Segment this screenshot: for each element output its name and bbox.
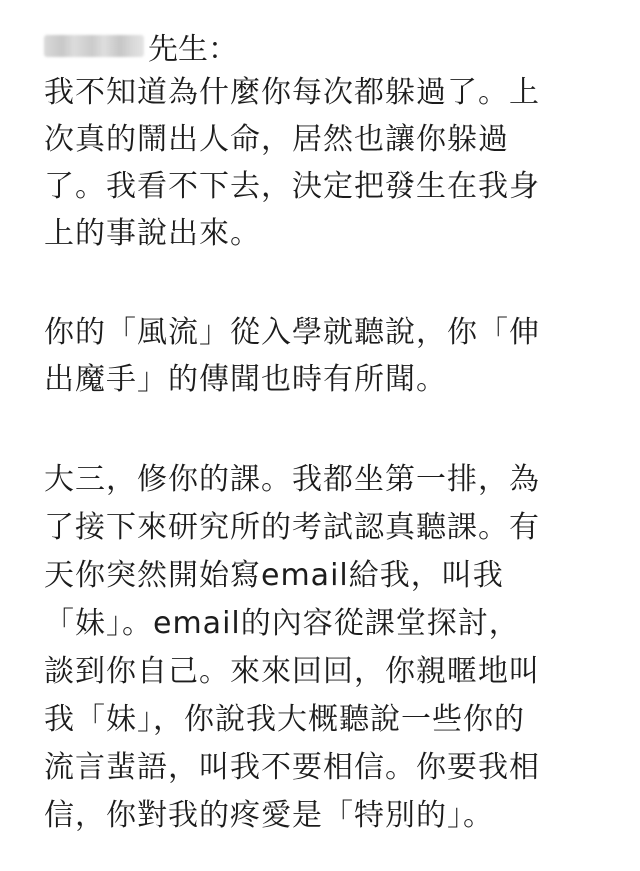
paragraph-3-line-1: 大三，修你的課。我都坐第一排，為	[44, 462, 540, 497]
paragraph-1-line-1: 我不知道為什麼你每次都躲過了。上	[44, 75, 540, 110]
paragraph-3-line-5: 談到你自己。來來回回，你親暱地叫	[44, 654, 540, 689]
paragraph-3-line-3: 天你突然開始寫email給我，叫我	[44, 558, 504, 593]
paragraph-2-line-2: 出魔手」的傳聞也時有所聞。	[44, 362, 447, 397]
redacted-name	[44, 35, 144, 57]
paragraph-3-line-2: 了接下來研究所的考試認真聽課。有	[44, 510, 540, 545]
paragraph-3-line-6: 我「妹」，你說我大概聽說一些你的	[44, 702, 525, 737]
paragraph-3-line-8: 信，你對我的疼愛是「特別的」。	[44, 798, 494, 833]
paragraph-1-line-3: 了。我看不下去，決定把發生在我身	[44, 169, 540, 204]
paragraph-3-line-4: 「妹」。email的內容從課堂探討，	[44, 606, 520, 641]
salutation	[44, 26, 238, 66]
paragraph-1-line-2: 次真的鬧出人命，居然也讓你躲過	[44, 122, 509, 157]
salutation-suffix: 先生：	[148, 32, 238, 67]
paragraph-1-line-4: 上的事說出來。	[44, 216, 261, 251]
paragraph-3-line-7: 流言蜚語，叫我不要相信。你要我相	[44, 750, 540, 785]
paragraph-2-line-1: 你的「風流」從入學就聽說，你「伸	[44, 315, 540, 350]
